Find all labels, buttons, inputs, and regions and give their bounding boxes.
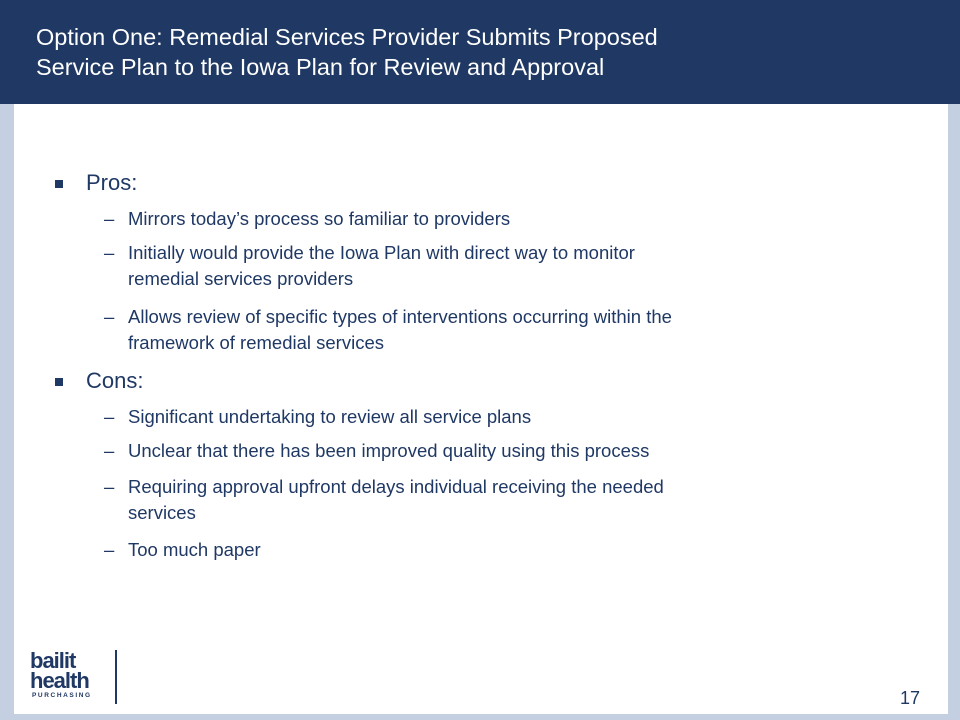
cons-item: [128, 438, 848, 464]
pros-item-text: Initially would provide the Iowa Plan with direct way to monitor: [128, 242, 635, 263]
pros-item-text: Allows review of specific types of interventions occurring within the: [128, 306, 672, 327]
cons-item-text: Too much paper: [128, 539, 261, 560]
dash-marker: –: [104, 208, 115, 229]
pros-item-text: Mirrors today’s process so familiar to providers: [128, 208, 511, 229]
title-bar: [0, 0, 960, 104]
right-accent-band: [948, 104, 960, 720]
logo-tagline: PURCHASING: [32, 692, 92, 699]
bottom-accent-band: [0, 714, 960, 720]
cons-item: [128, 537, 848, 563]
cons-heading: Cons:: [86, 368, 144, 393]
pros-heading: Pros:: [86, 170, 138, 195]
cons-item-text: Significant undertaking to review all service plans: [128, 406, 532, 427]
left-accent-band: [0, 104, 14, 720]
dash-marker: –: [104, 476, 115, 497]
pros-item-text: remedial services providers: [128, 268, 354, 289]
logo-divider: [115, 650, 117, 704]
cons-item: [128, 474, 848, 526]
slide-title-line: Option One: Remedial Services Provider Submits Proposed: [36, 24, 658, 50]
square-bullet-icon: [55, 378, 63, 386]
logo-text-line: bailit: [30, 648, 76, 673]
pros-item-text: framework of remedial services: [128, 332, 384, 353]
slide-title: [36, 22, 916, 82]
square-bullet-icon: [55, 180, 63, 188]
cons-item: [128, 404, 848, 430]
cons-item-text: Requiring approval upfront delays individual receiving the needed: [128, 476, 664, 497]
dash-marker: –: [104, 539, 115, 560]
bailit-health-logo: [30, 648, 130, 708]
pros-item: [128, 240, 848, 292]
dash-marker: –: [104, 440, 115, 461]
dash-marker: –: [104, 406, 115, 427]
dash-marker: –: [104, 242, 115, 263]
page-number: 17: [899, 688, 920, 708]
pros-item: [128, 206, 848, 232]
slide-title-line: Service Plan to the Iowa Plan for Review and Approval: [36, 54, 605, 80]
cons-item-text: services: [128, 502, 196, 523]
cons-item-text: Unclear that there has been improved quality using this process: [128, 440, 650, 461]
pros-item: [128, 304, 848, 356]
dash-marker: –: [104, 306, 115, 327]
logo-text-line: health: [30, 668, 89, 693]
